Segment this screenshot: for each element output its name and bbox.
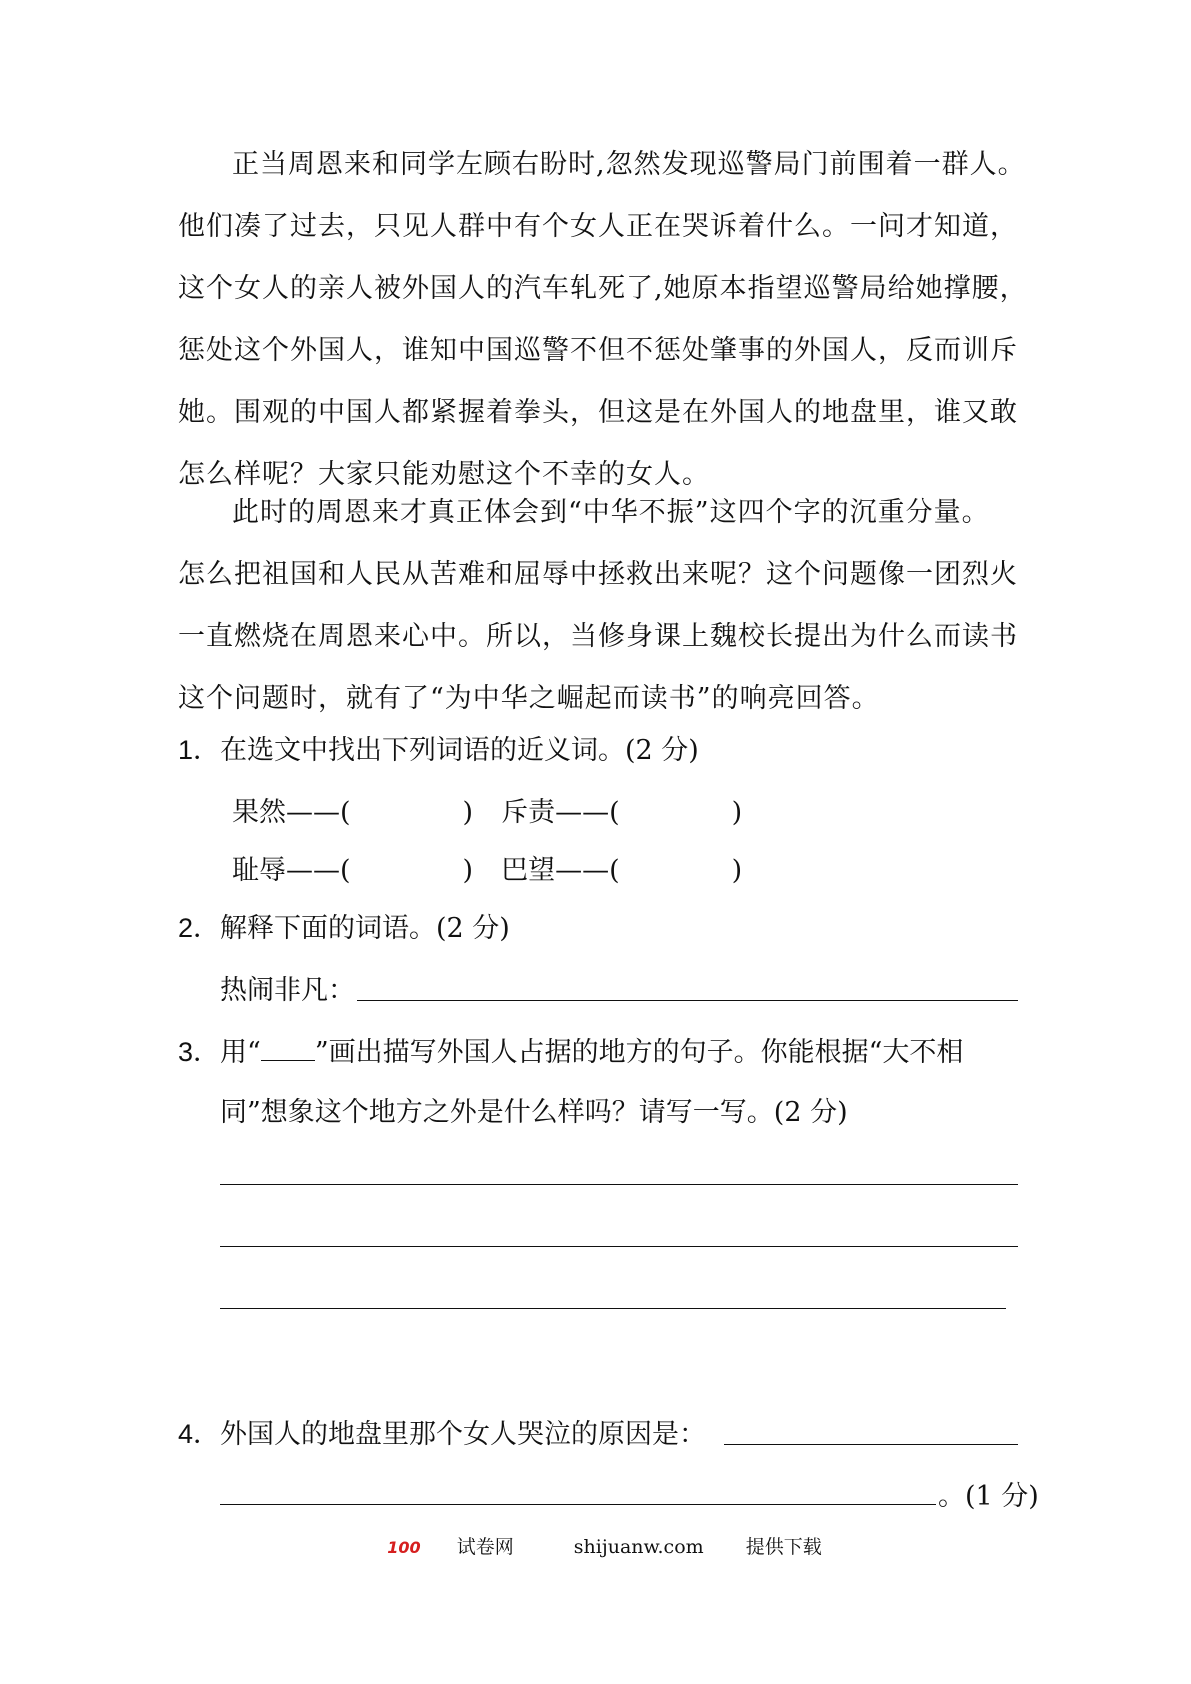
logo-100: 100 <box>387 1538 421 1557</box>
question-number: 4． <box>178 1419 221 1449</box>
question-3 <box>178 1030 1018 1069</box>
question-number: 2． <box>178 913 221 943</box>
question-text: 外国人的地盘里那个女人哭泣的原因是： <box>220 1419 706 1450</box>
answer-line[interactable] <box>220 1504 936 1505</box>
synonym-close: ) <box>731 797 743 828</box>
answer-line[interactable] <box>220 1246 1018 1247</box>
passage-paragraph-1 <box>178 134 1028 506</box>
site-domain[interactable]: shijuanw.com <box>573 1536 704 1558</box>
question-text: 用“ <box>220 1037 261 1068</box>
synonym-word: 巴望——( <box>501 855 620 886</box>
synonym-row-1 <box>232 790 1072 829</box>
score-text: 。(1 分) <box>938 1481 1039 1512</box>
footer-note: 提供下载 <box>745 1536 822 1558</box>
passage-paragraph-2 <box>178 482 1018 730</box>
passage-line: 正当周恩来和同学左顾右盼时,忽然发现巡警局门前围着一群人。 <box>232 149 1026 180</box>
question-text: 在选文中找出下列词语的近义词。(2 分) <box>220 735 699 766</box>
answer-line[interactable] <box>220 1308 1006 1309</box>
passage-line: 这个问题时，就有了“为中华之崛起而读书”的响亮回答。 <box>178 683 880 714</box>
site-name: 试卷网 <box>456 1536 514 1558</box>
question-2 <box>178 906 1018 945</box>
passage-line: 一直燃烧在周恩来心中。所以，当修身课上魏校长提出为什么而读书 <box>178 621 1018 652</box>
passage-line: 他们凑了过去，只见人群中有个女人正在哭诉着什么。一问才知道， <box>178 211 1018 242</box>
question-3-continued <box>220 1090 1060 1129</box>
underline-mark <box>261 1060 315 1061</box>
answer-line[interactable] <box>220 1184 1018 1185</box>
question-number: 3． <box>178 1037 221 1067</box>
passage-line: 她。围观的中国人都紧握着拳头，但这是在外国人的地盘里，谁又敢 <box>178 397 1018 428</box>
synonym-word: 耻辱——( <box>232 855 351 886</box>
synonym-row-2 <box>232 848 1072 887</box>
passage-line: 怎么把祖国和人民从苦难和屈辱中拯救出来呢？这个问题像一团烈火 <box>178 559 1018 590</box>
synonym-close: ) <box>462 855 474 886</box>
synonym-close: ) <box>462 797 474 828</box>
synonym-word: 斥责——( <box>501 797 620 828</box>
answer-line[interactable] <box>724 1444 1018 1445</box>
question-text: ”画出描写外国人占据的地方的句子。你能根据“大不相 <box>314 1037 964 1068</box>
site-logo <box>369 1532 531 1559</box>
definition-row <box>220 968 1060 1007</box>
passage-line: 怎么样呢？大家只能劝慰这个不幸的女人。 <box>178 459 710 490</box>
question-1 <box>178 728 1018 767</box>
definition-term: 热闹非凡： <box>220 975 355 1006</box>
question-4-score <box>938 1474 1039 1513</box>
question-text: 解释下面的词语。(2 分) <box>220 913 510 944</box>
question-number: 1． <box>178 735 221 765</box>
answer-line[interactable] <box>357 1000 1018 1001</box>
passage-line: 这个女人的亲人被外国人的汽车轧死了,她原本指望巡警局给她撑腰， <box>178 273 1028 304</box>
question-text: 同”想象这个地方之外是什么样吗？请写一写。(2 分) <box>220 1097 848 1128</box>
passage-line: 惩处这个外国人，谁知中国巡警不但不惩处肇事的外国人，反而训斥 <box>178 335 1018 366</box>
synonym-word: 果然——( <box>232 797 351 828</box>
question-4 <box>178 1412 1018 1451</box>
footer <box>0 1532 1191 1559</box>
passage-line: 此时的周恩来才真正体会到“中华不振”这四个字的沉重分量。 <box>232 497 990 528</box>
synonym-close: ) <box>731 855 743 886</box>
